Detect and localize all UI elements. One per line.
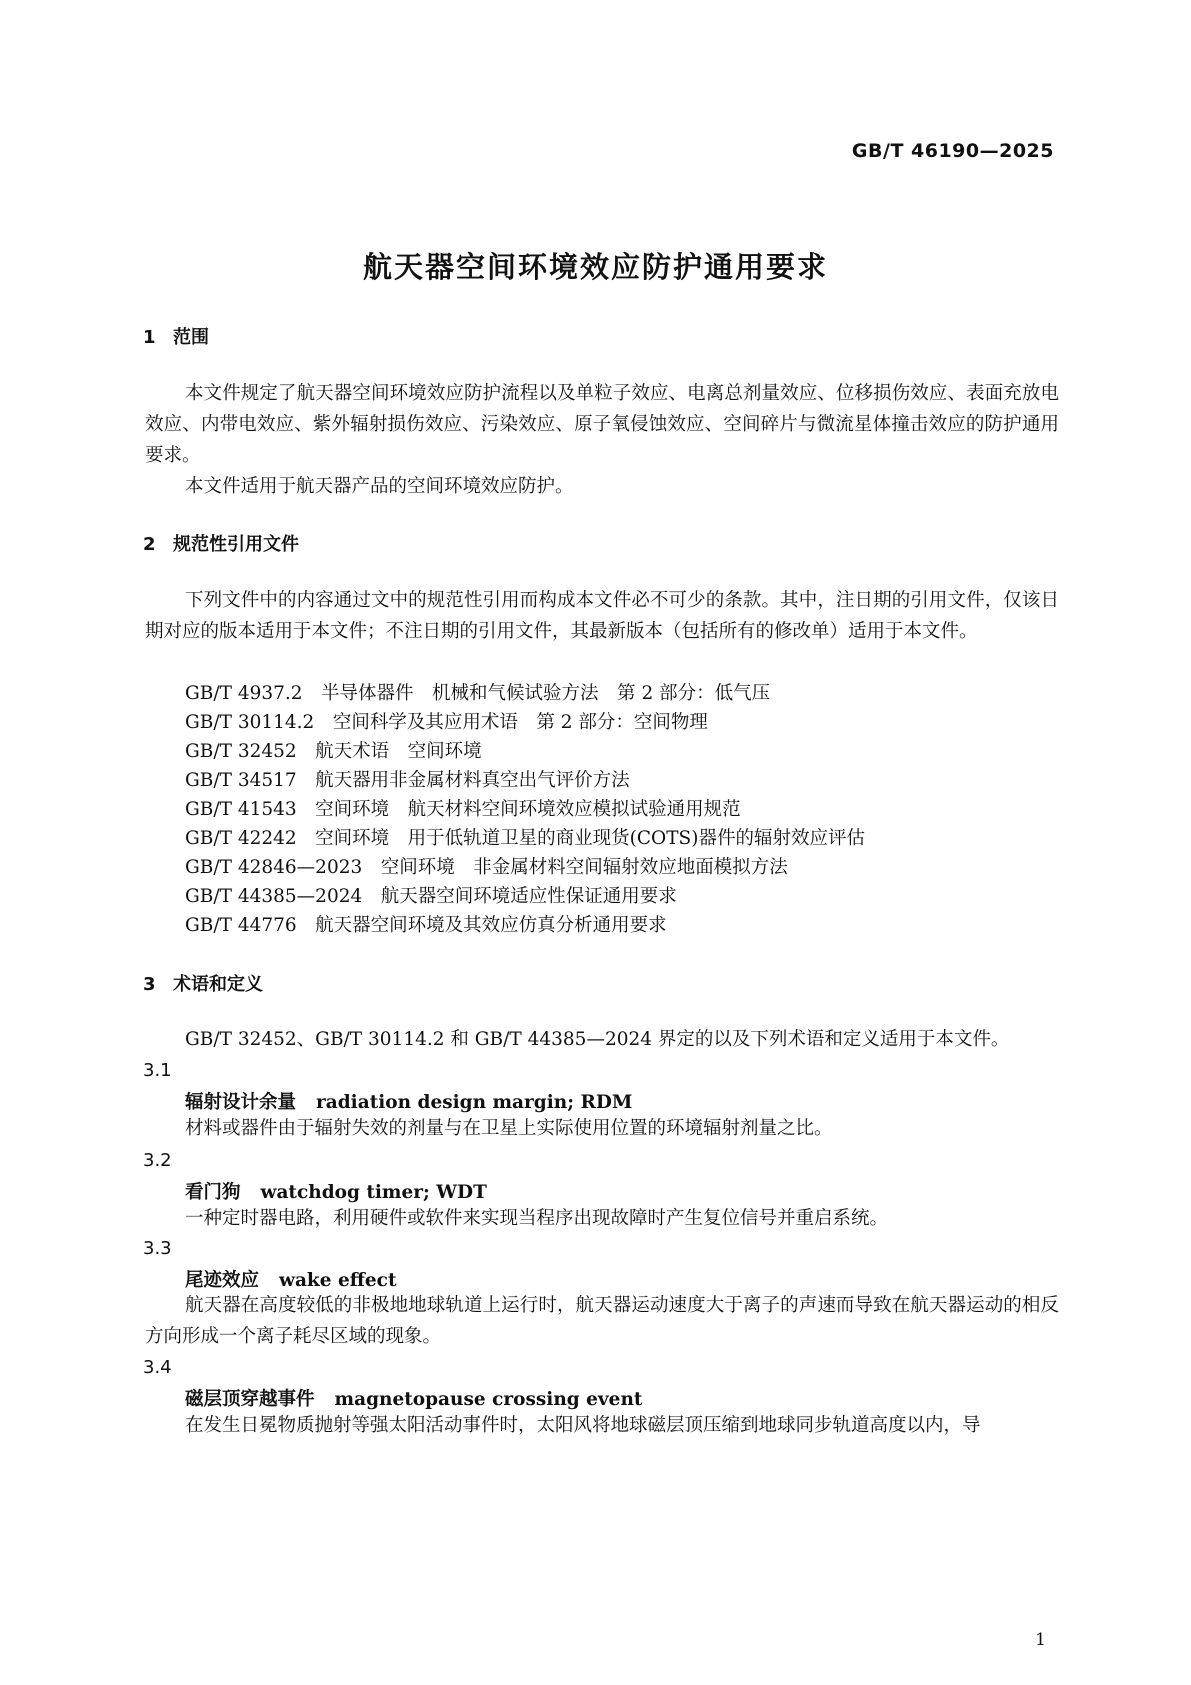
section-2-heading [143,530,299,556]
reference-item: GB/T 4937.2 半导体器件 机械和气候试验方法 第 2 部分：低气压 [185,683,771,704]
section-2-intro: 下列文件中的内容通过文中的规范性引用而构成本文件必不可少的条款。其中，注日期的引用文件，仅该日期对应的版本适用于本文件；不注日期的引用文件，其最新版本（包括所有的修改单）适用于本文件。 [145,590,1059,642]
page-number: 1 [1035,1630,1046,1650]
term-entry [185,1266,397,1292]
reference-item: GB/T 44776 航天器空间环境及其效应仿真分析通用要求 [185,915,667,936]
reference-item: GB/T 42846—2023 空间环境 非金属材料空间辐射效应地面模拟方法 [185,857,788,878]
document-title: 航天器空间环境效应防护通用要求 [362,250,828,284]
term-zh: 磁层顶穿越事件 [185,1389,315,1410]
section-1-paragraph: 本文件适用于航天器产品的空间环境效应防护。 [185,476,574,497]
term-zh: 尾迹效应 [185,1270,260,1291]
section-title: 范围 [173,327,209,348]
term-entry [185,1385,642,1411]
section-1-paragraph: 本文件规定了航天器空间环境效应防护流程以及单粒子效应、电离总剂量效应、位移损伤效应、表面充放电效应、内带电效应、紫外辐射损伤效应、污染效应、原子氧侵蚀效应、空间碎片与微流星体撞击效应的防护通用要求。 [145,383,1059,466]
term-entry [185,1178,487,1204]
section-title: 规范性引用文件 [173,534,299,555]
section-1-heading [143,323,209,349]
section-3-intro: GB/T 32452、GB/T 30114.2 和 GB/T 44385—2024 界定的以及下列术语和定义适用于本文件。 [185,1029,1010,1050]
clause-number: 3.2 [143,1150,172,1171]
reference-item: GB/T 34517 航天器用非金属材料真空出气评价方法 [185,770,630,791]
term-en: wake effect [279,1270,397,1291]
term-definition: 材料或器件由于辐射失效的剂量与在卫星上实际使用位置的环境辐射剂量之比。 [185,1118,833,1139]
term-definition: 在发生日冕物质抛射等强太阳活动事件时，太阳风将地球磁层顶压缩到地球同步轨道高度以内，导 [185,1415,981,1436]
clause-number: 3.4 [143,1357,172,1378]
reference-item: GB/T 32452 航天术语 空间环境 [185,741,482,762]
section-number: 1 [143,327,156,348]
term-entry [185,1088,632,1114]
term-zh: 看门狗 [185,1182,241,1203]
reference-item: GB/T 41543 空间环境 航天材料空间环境效应模拟试验通用规范 [185,799,741,820]
term-zh: 辐射设计余量 [185,1092,297,1113]
term-definition: 一种定时器电路，利用硬件或软件来实现当程序出现故障时产生复位信号并重启系统。 [185,1208,889,1229]
reference-item: GB/T 42242 空间环境 用于低轨道卫星的商业现货(COTS)器件的辐射效应评估 [185,828,865,849]
term-en: magnetopause crossing event [334,1389,643,1410]
reference-item: GB/T 30114.2 空间科学及其应用术语 第 2 部分：空间物理 [185,712,708,733]
term-definition: 航天器在高度较低的非极地地球轨道上运行时，航天器运动速度大于离子的声速而导致在航天器运动的相反方向形成一个离子耗尽区域的现象。 [145,1295,1059,1347]
term-en: watchdog timer; WDT [260,1182,487,1203]
term-en: radiation design margin; RDM [316,1092,633,1113]
section-number: 3 [143,974,156,995]
reference-item: GB/T 44385—2024 航天器空间环境适应性保证通用要求 [185,886,677,907]
section-number: 2 [143,534,156,555]
clause-number: 3.1 [143,1060,172,1081]
standard-code: GB/T 46190—2025 [851,140,1054,162]
clause-number: 3.3 [143,1238,172,1259]
section-title: 术语和定义 [173,974,263,995]
section-3-heading [143,970,263,996]
